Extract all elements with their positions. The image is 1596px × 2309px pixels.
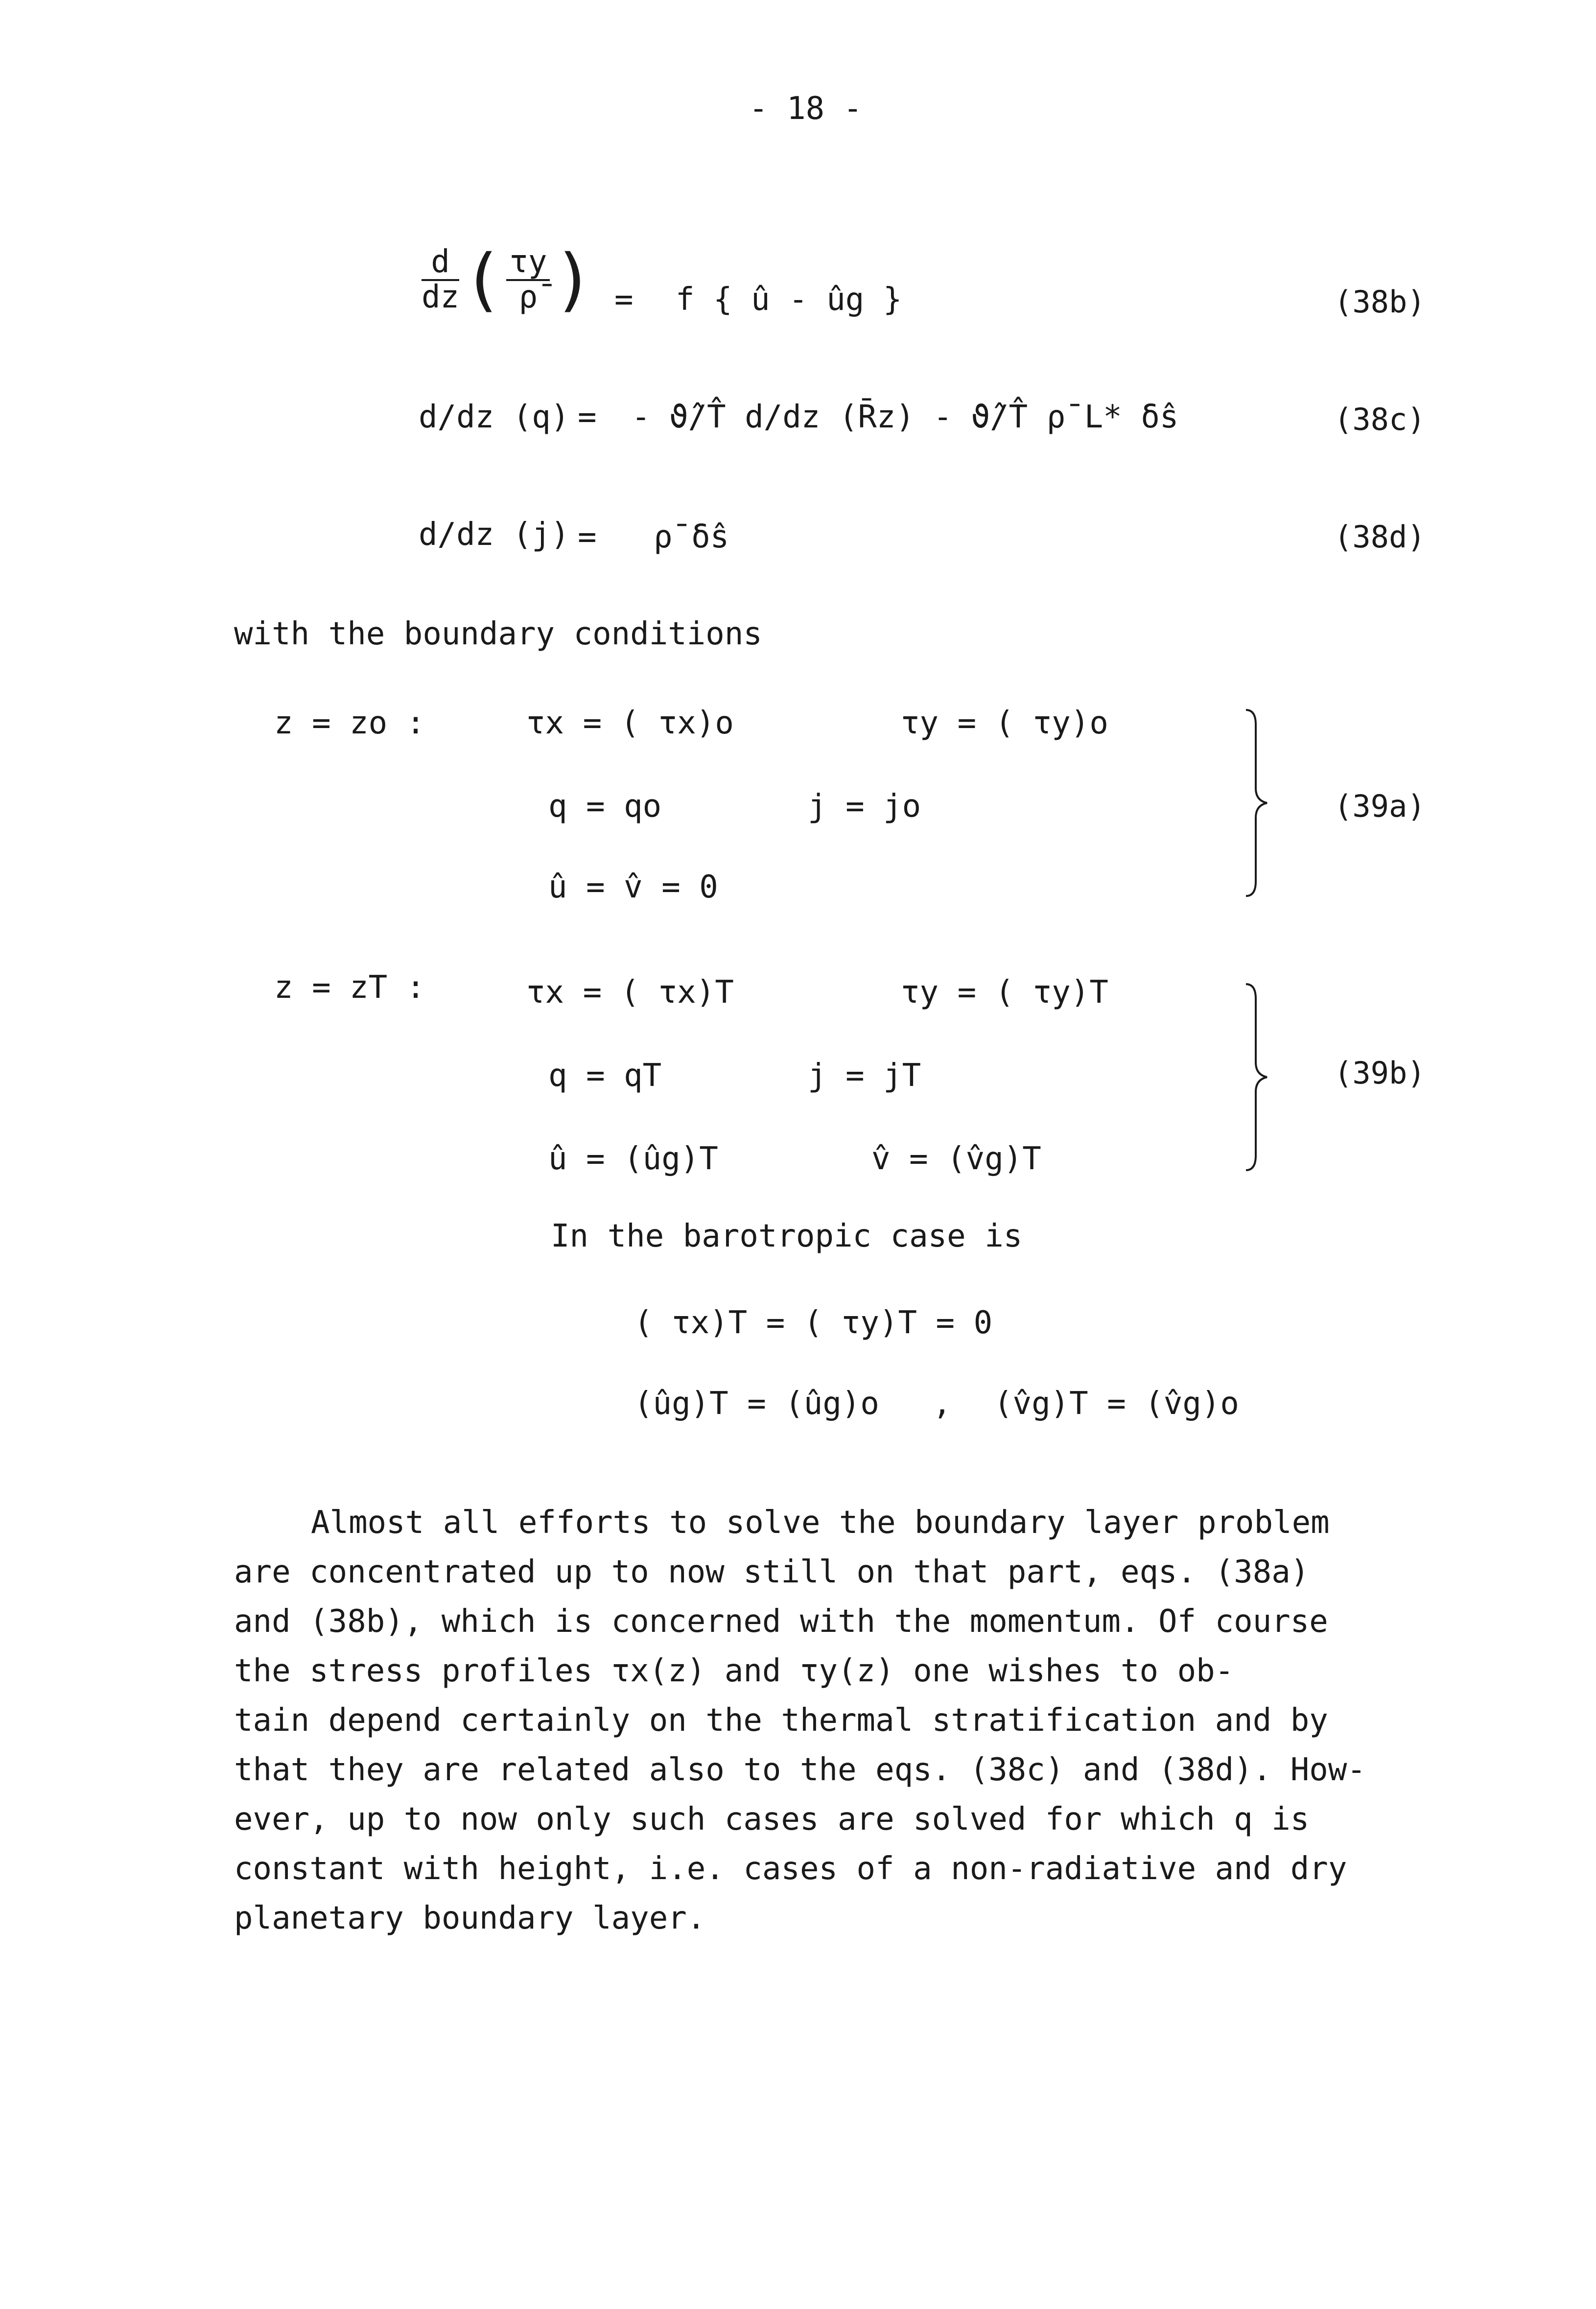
bc-39b-row3-b: v̂ = (v̂g)T: [871, 1141, 1041, 1177]
bc-39b-row1-b: τy = ( τy)T: [901, 974, 1108, 1011]
right-paren: ): [553, 240, 594, 320]
paragraph-line-2: are concentrated up to now still on that part, eqs. (38a): [234, 1554, 1310, 1590]
derivative-operator: [422, 246, 459, 313]
paragraph-line-7: ever, up to now only such cases are solved for which q is: [234, 1801, 1310, 1838]
bc-39a-row2-b: j = jo: [808, 788, 921, 825]
boundary-conditions-intro: with the boundary conditions: [234, 616, 762, 652]
bc-39b-label: z = zT :: [274, 969, 425, 1006]
left-paren: (: [462, 240, 504, 320]
brace-39a: [1244, 705, 1273, 901]
brace-39b: [1244, 979, 1273, 1175]
paragraph-line-1: Almost all efforts to solve the boundary layer problem: [311, 1505, 1330, 1541]
paragraph-line-8: constant with height, i.e. cases of a non-radiative and dry: [234, 1851, 1347, 1887]
bc-39a-row3: û = v̂ = 0: [548, 869, 718, 905]
barotropic-comma: ,: [933, 1386, 952, 1422]
derivative-numerator: d: [422, 246, 459, 281]
page-number: - 18 -: [749, 91, 863, 127]
rhs-38d: ρ̄ δŝ: [654, 519, 729, 555]
bc-39a-row1-b: τy = ( τy)o: [901, 705, 1108, 741]
equals-sign-38c: =: [578, 399, 597, 435]
barotropic-intro: In the barotropic case is: [551, 1218, 1023, 1254]
equation-38b: [419, 240, 594, 320]
lhs-38d: d/dz (j): [419, 517, 570, 553]
paragraph-line-5: tain depend certainly on the thermal stratification and by: [234, 1702, 1328, 1739]
equation-tag-38d: (38d): [1334, 519, 1426, 555]
bc-39b-row1-a: τx = ( τx)T: [526, 974, 734, 1011]
equation-tag-38b: (38b): [1334, 284, 1426, 320]
equation-tag-39b: (39b): [1334, 1055, 1426, 1091]
equals-sign-38d: =: [578, 519, 597, 555]
density-denominator: ρ̄: [518, 279, 538, 315]
bc-39b-row2-b: j = jT: [808, 1058, 921, 1094]
equation-tag-39a: (39a): [1334, 788, 1426, 824]
equals-sign-38b: =: [614, 282, 634, 318]
lhs-38c: d/dz (q): [419, 399, 570, 435]
stress-numerator: τy: [506, 246, 550, 281]
bc-39a-row1-a: τx = ( τx)o: [526, 705, 734, 741]
paragraph-line-6: that they are related also to the eqs. (38c) and (38d). How-: [234, 1752, 1366, 1788]
barotropic-line-2b: (v̂g)T = (v̂g)o: [994, 1386, 1239, 1422]
paragraph-line-3: and (38b), which is concerned with the momentum. Of course: [234, 1603, 1328, 1640]
rhs-38b: f { û - ûg }: [676, 282, 902, 318]
derivative-denominator: dz: [422, 279, 460, 315]
bc-39a-label: z = zo :: [274, 705, 425, 741]
bc-39b-row2-a: q = qT: [548, 1058, 662, 1094]
paragraph-line-9: planetary boundary layer.: [234, 1900, 706, 1936]
equation-tag-38c: (38c): [1334, 401, 1426, 437]
paragraph-line-4: the stress profiles τx(z) and τy(z) one wishes to ob-: [234, 1653, 1234, 1689]
stress-over-density: [506, 246, 550, 313]
barotropic-line-1: ( τx)T = ( τy)T = 0: [634, 1305, 993, 1341]
barotropic-line-2a: (ûg)T = (ûg)o: [634, 1386, 879, 1422]
bc-39b-row3-a: û = (ûg)T: [548, 1141, 718, 1177]
rhs-38c: - ϑ̂/T̂ d/dz (R̄z) - ϑ̂/T̂ ρ̄ L* δŝ: [632, 399, 1179, 435]
bc-39a-row2-a: q = qo: [548, 788, 662, 825]
